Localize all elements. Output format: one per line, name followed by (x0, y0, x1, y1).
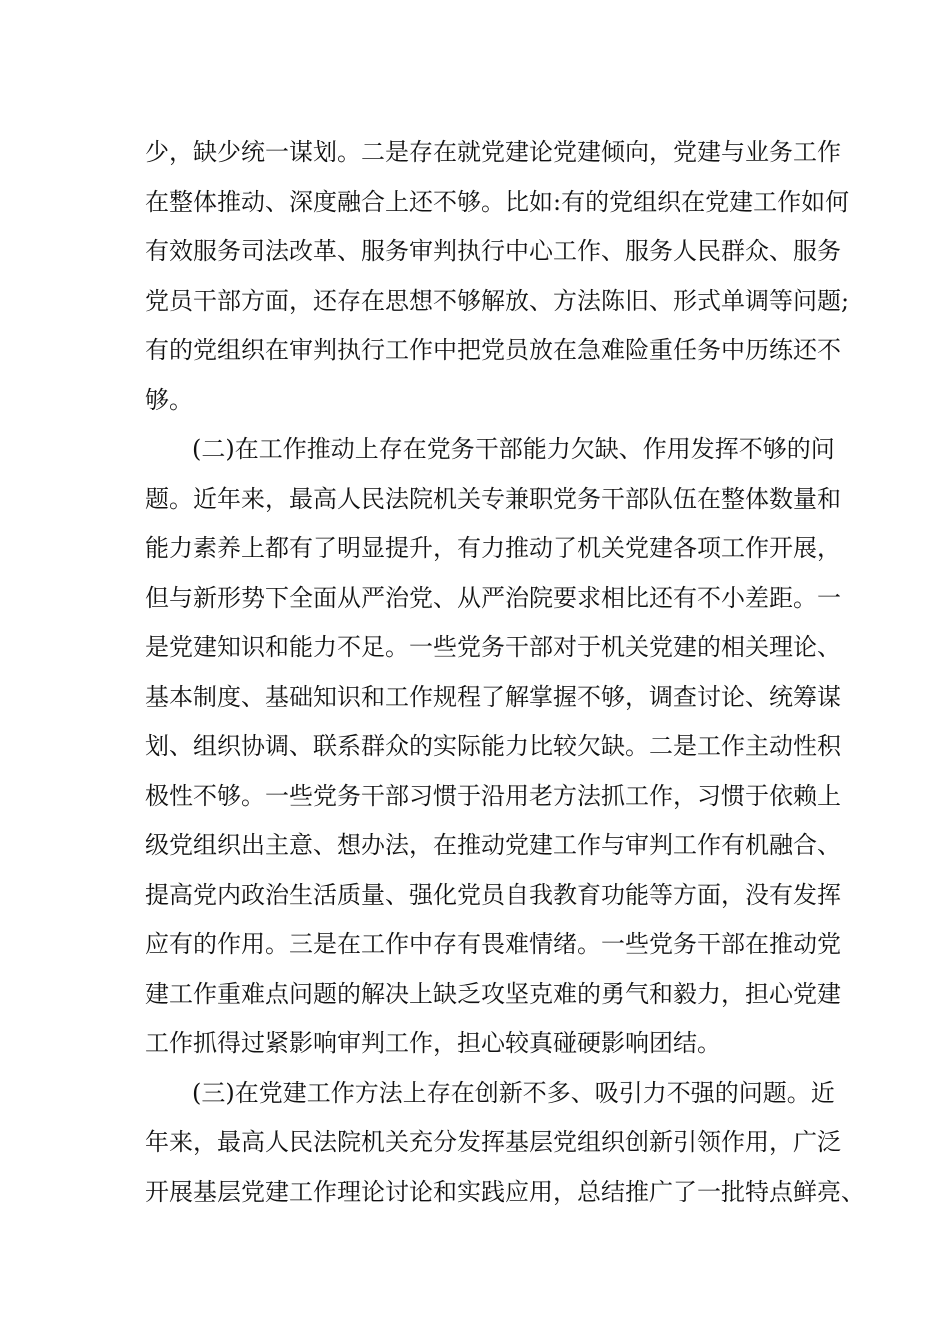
text-line: 划、组织协调、联系群众的实际能力比较欠缺。二是工作主动性积 (145, 732, 841, 760)
text-line: 少，缺少统一谋划。二是存在就党建论党建倾向，党建与业务工作 (145, 138, 841, 166)
text-line: 但与新形势下全面从严治党、从严治院要求相比还有不小差距。一 (145, 583, 841, 612)
section-heading-line: (二)在工作推动上存在党务干部能力欠缺、作用发挥不够的问 (192, 435, 835, 463)
text-line: 够。 (145, 385, 193, 414)
text-line: 能力素养上都有了明显提升，有力推动了机关党建各项工作开展， (145, 534, 841, 562)
text-line: 工作抓得过紧影响审判工作，担心较真碰硬影响团结。 (145, 1029, 721, 1057)
text-line: 应有的作用。三是在工作中存有畏难情绪。一些党务干部在推动党 (145, 930, 841, 958)
text-line: 党员干部方面，还存在思想不够解放、方法陈旧、形式单调等问题; (145, 286, 850, 315)
text-line: 年来，最高人民法院机关充分发挥基层党组织创新引领作用，广泛 (145, 1128, 841, 1156)
text-line: 提高党内政治生活质量、强化党员自我教育功能等方面，没有发挥 (145, 880, 841, 909)
text-line: 是党建知识和能力不足。一些党务干部对于机关党建的相关理论、 (145, 633, 841, 661)
text-line: 级党组织出主意、想办法，在推动党建工作与审判工作有机融合、 (145, 831, 841, 859)
text-line: 基本制度、基础知识和工作规程了解掌握不够，调查讨论、统筹谋 (145, 682, 841, 711)
section-heading-line: (三)在党建工作方法上存在创新不多、吸引力不强的问题。近 (192, 1078, 835, 1107)
body-text (145, 128, 865, 1217)
text-line: 在整体推动、深度融合上还不够。比如:有的党组织在党建工作如何 (145, 187, 850, 216)
text-line: 开展基层党建工作理论讨论和实践应用，总结推广了一批特点鲜亮、 (145, 1177, 865, 1206)
text-line: 极性不够。一些党务干部习惯于沿用老方法抓工作，习惯于依赖上 (145, 781, 841, 810)
text-line: 题。近年来，最高人民法院机关专兼职党务干部队伍在整体数量和 (145, 484, 841, 513)
text-line: 建工作重难点问题的解决上缺乏攻坚克难的勇气和毅力，担心党建 (145, 979, 841, 1008)
text-line: 有的党组织在审判执行工作中把党员放在急难险重任务中历练还不 (145, 336, 841, 364)
text-line: 有效服务司法改革、服务审判执行中心工作、服务人民群众、服务 (145, 237, 841, 265)
